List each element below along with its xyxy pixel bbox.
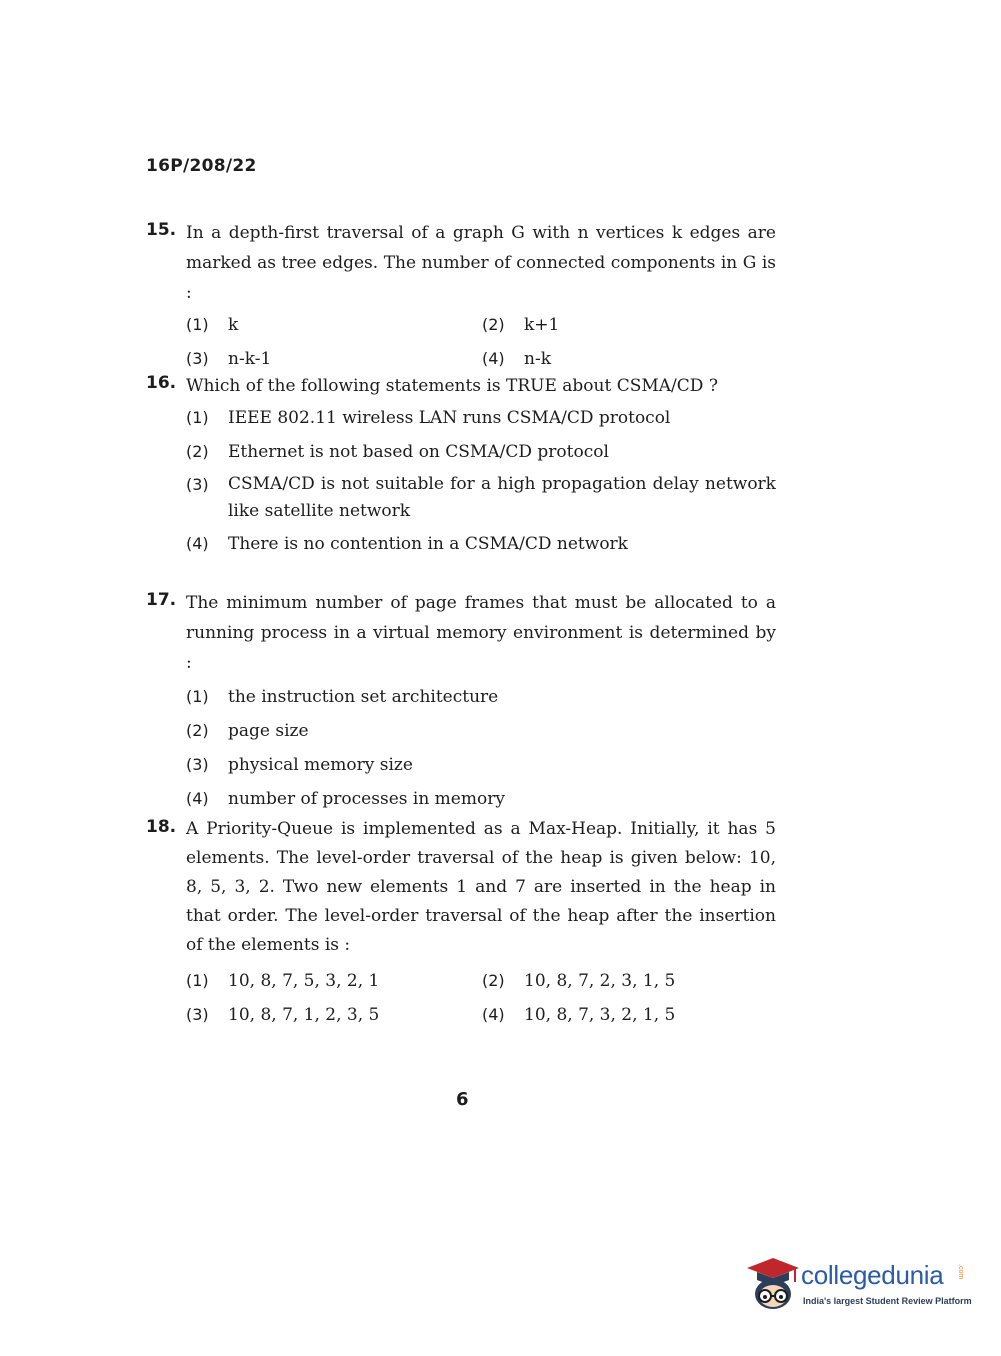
question-15 bbox=[146, 218, 776, 374]
option-number: (2) bbox=[186, 442, 209, 461]
option-text: 10, 8, 7, 5, 3, 2, 1 bbox=[228, 971, 380, 991]
question-16 bbox=[146, 371, 776, 563]
option-number: (3) bbox=[186, 475, 209, 494]
option-number: (4) bbox=[482, 349, 505, 368]
option-text: n-k bbox=[524, 349, 551, 369]
question-17 bbox=[146, 588, 776, 818]
question-number: 16. bbox=[146, 373, 177, 393]
logo-wordmark: collegedunia bbox=[801, 1260, 944, 1290]
option-4 bbox=[186, 529, 776, 559]
option-text: number of processes in memory bbox=[228, 789, 505, 809]
option-text: CSMA/CD is not suitable for a high propagation delay network like satellite network bbox=[228, 474, 776, 521]
mascot-icon bbox=[743, 1252, 799, 1316]
option-4 bbox=[186, 784, 776, 814]
option-text: There is no contention in a CSMA/CD network bbox=[228, 534, 628, 554]
option-text: physical memory size bbox=[228, 755, 413, 775]
option-text: 10, 8, 7, 3, 2, 1, 5 bbox=[524, 1005, 676, 1025]
option-3 bbox=[186, 344, 482, 374]
question-text: The minimum number of page frames that must be allocated to a running process in a virtual memory environment is determined by : bbox=[186, 593, 776, 673]
option-text: Ethernet is not based on CSMA/CD protocol bbox=[228, 442, 609, 462]
logo-suffix: .com bbox=[957, 1264, 964, 1280]
option-text: 10, 8, 7, 2, 3, 1, 5 bbox=[524, 971, 676, 991]
option-2 bbox=[186, 716, 776, 746]
page-number: 6 bbox=[456, 1089, 469, 1110]
paper-code: 16P/208/22 bbox=[146, 156, 257, 176]
option-number: (2) bbox=[186, 721, 209, 740]
option-2 bbox=[186, 437, 776, 467]
question-text: Which of the following statements is TRUE about CSMA/CD ? bbox=[186, 376, 718, 396]
option-1 bbox=[186, 682, 776, 712]
option-text: k+1 bbox=[524, 315, 560, 335]
option-number: (1) bbox=[186, 408, 209, 427]
question-18 bbox=[146, 815, 776, 1030]
options-list bbox=[186, 682, 776, 814]
option-text: the instruction set architecture bbox=[228, 687, 499, 707]
option-number: (4) bbox=[186, 534, 209, 553]
option-number: (3) bbox=[186, 1005, 209, 1024]
option-number: (4) bbox=[186, 789, 209, 808]
option-3 bbox=[186, 471, 776, 525]
option-3 bbox=[186, 750, 776, 780]
option-2 bbox=[482, 310, 742, 340]
option-number: (1) bbox=[186, 315, 209, 334]
option-text: page size bbox=[228, 721, 309, 741]
option-number: (4) bbox=[482, 1005, 505, 1024]
option-number: (1) bbox=[186, 971, 209, 990]
option-number: (2) bbox=[482, 971, 505, 990]
option-number: (2) bbox=[482, 315, 505, 334]
question-text: A Priority-Queue is implemented as a Max-Heap. Initially, it has 5 elements. The level-order traversal of the heap is given below: 10, 8, 5, 3, 2. Two new elements 1 and 7 are inserted in the heap in that order. The level-order traversal of the heap after the insertion of the elements is : bbox=[186, 819, 776, 955]
option-number: (3) bbox=[186, 349, 209, 368]
option-number: (3) bbox=[186, 755, 209, 774]
option-1 bbox=[186, 310, 482, 340]
collegedunia-logo bbox=[743, 1252, 973, 1316]
option-number: (1) bbox=[186, 687, 209, 706]
question-number: 15. bbox=[146, 220, 177, 240]
option-1 bbox=[186, 403, 776, 433]
option-2 bbox=[482, 966, 742, 996]
options-list bbox=[186, 403, 776, 559]
question-number: 18. bbox=[146, 817, 177, 837]
option-1 bbox=[186, 966, 482, 996]
option-3 bbox=[186, 1000, 482, 1030]
options-grid bbox=[186, 966, 776, 1030]
option-text: 10, 8, 7, 1, 2, 3, 5 bbox=[228, 1005, 380, 1025]
option-text: n-k-1 bbox=[228, 349, 272, 369]
logo-tagline: India's largest Student Review Platform bbox=[803, 1296, 972, 1306]
options-grid bbox=[186, 310, 776, 374]
question-number: 17. bbox=[146, 590, 177, 610]
option-4 bbox=[482, 1000, 742, 1030]
option-text: k bbox=[228, 315, 239, 335]
question-text: In a depth-first traversal of a graph G with n vertices k edges are marked as tree edges. The number of connected components in G is : bbox=[186, 223, 776, 303]
option-4 bbox=[482, 344, 742, 374]
option-text: IEEE 802.11 wireless LAN runs CSMA/CD protocol bbox=[228, 408, 671, 428]
